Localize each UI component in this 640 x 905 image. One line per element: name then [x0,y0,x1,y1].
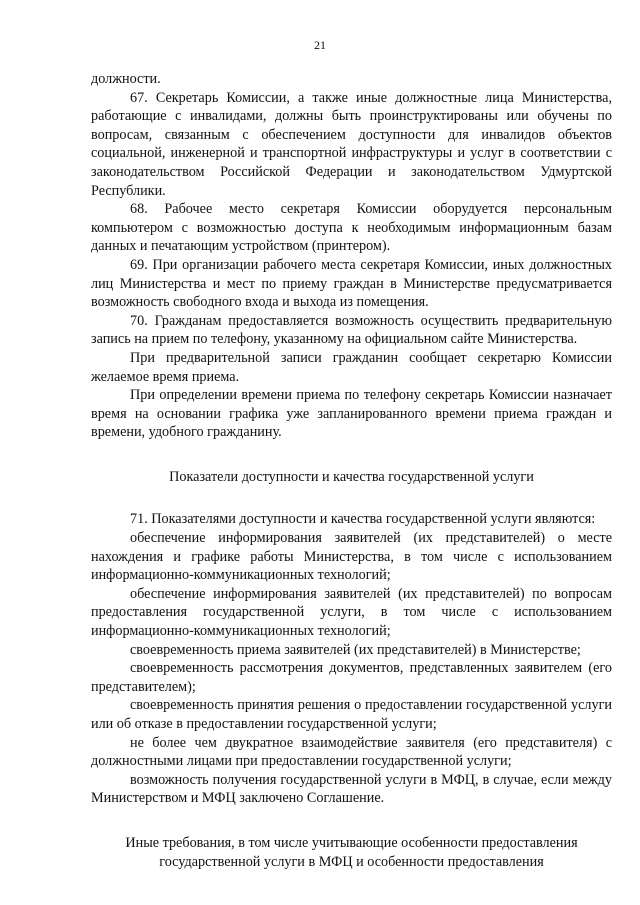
paragraph-continuation: должности. [91,71,161,87]
page-number: 21 [314,38,326,52]
paragraph-71: 71. Показателями доступности и качества государственной услуги являются: [130,511,596,528]
list-item-71f: не более чем двукратное взаимодействие заявителя (его представителя) с должностными лицами при предоставлении государственной услуги; [91,734,612,770]
paragraph-67: 67. Секретарь Комиссии, а также иные должностные лица Министерства, работающие с инвалидами, должны быть проинструктированы или обучены по вопросам, связанным с обеспечением доступности для инвалидов объектов социальной, инженерной и транспортной инфраструктуры и услуг в соответствии с законодательством Российской Федерации и законодательством Удмуртской Республики. [91,89,612,199]
paragraph-70-time-assignment: При определении времени приема по телефону секретарь Комиссии назначает время на основании графика уже запланированного времени приема граждан и времени, удобного гражданину. [91,387,612,441]
list-item-71g: возможность получения государственной услуги в МФЦ, в случае, если между Министерством и МФЦ заключено Соглашение. [91,771,612,807]
section-heading-availability: Показатели доступности и качества государственной услуги [169,468,534,485]
list-item-71e: своевременность принятия решения о предоставлении государственной услуги или об отказе в предоставлении государственной услуги; [91,697,612,732]
list-item-71a: обеспечение информирования заявителей (их представителей) о месте нахождения и графике работы Министерства, в том числе с использованием информационно-коммуникационных технологий; [91,530,612,584]
paragraph-70: 70. Гражданам предоставляется возможность осуществить предварительную запись на прием по телефону, указанному на официальном сайте Министерства. [91,312,612,348]
paragraph-70-prior-booking: При предварительной записи гражданин сообщает секретарю Комиссии желаемое время приема. [91,349,612,385]
list-item-71c: своевременность приема заявителей (их представителей) в Министерстве; [130,641,581,658]
section-heading-other-requirements: Иные требования, в том числе учитывающие особенности предоставления государственной услуги в МФЦ и особенности предоставления [125,834,578,870]
paragraph-68: 68. Рабочее место секретаря Комиссии оборудуется персональным компьютером с возможностью доступа к необходимым информационным базам данных и печатающим устройством (принтером). [91,201,612,255]
document-body [91,70,612,871]
list-item-71d: своевременность рассмотрения документов, представленных заявителем (его представителем); [91,660,612,695]
list-item-71b: обеспечение информирования заявителей (их представителей) по вопросам предоставления государственной услуги, в том числе с использованием информационно-коммуникационных технологий; [91,585,612,640]
paragraph-69: 69. При организации рабочего места секретаря Комиссии, иных должностных лиц Министерства и мест по приему граждан в Министерстве предусматривается возможность свободного входа и выхода из помещения. [91,256,612,311]
